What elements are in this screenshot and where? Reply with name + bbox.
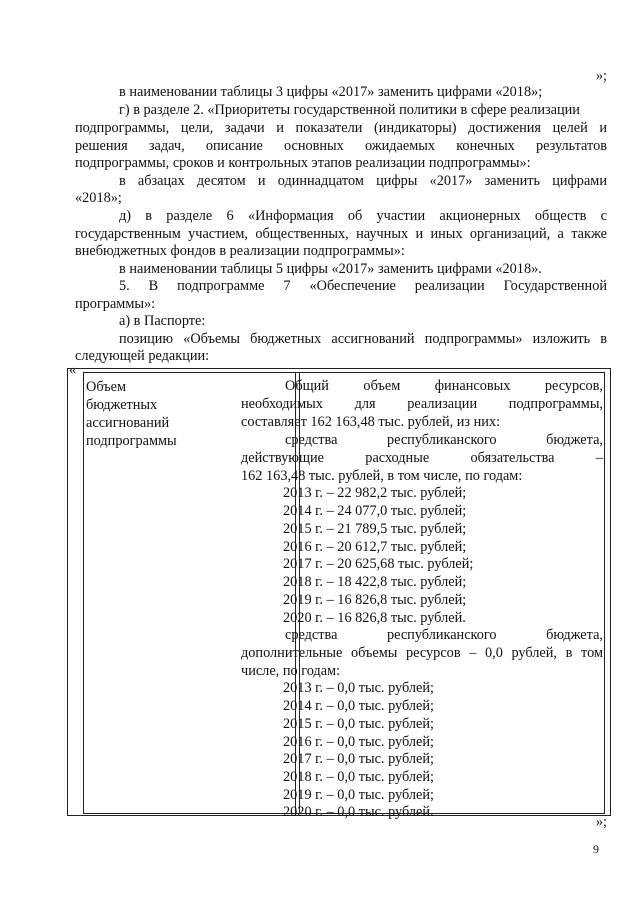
paragraph-line: «2018»; (75, 190, 122, 206)
table-content-line: средства республиканского бюджета, (285, 627, 603, 643)
opening-quote: « (69, 362, 77, 378)
table-year-line: 2018 г. – 0,0 тыс. рублей; (283, 769, 435, 785)
table-year-line: 2020 г. – 16 826,8 тыс. рублей. (283, 610, 466, 626)
table-year-line: 2019 г. – 0,0 тыс. рублей; (283, 787, 435, 803)
table-year-line: 2016 г. – 20 612,7 тыс. рублей; (283, 539, 467, 555)
table-year-line: 2020 г. – 0,0 тыс. рублей. (283, 804, 434, 820)
table-year-line: 2014 г. – 0,0 тыс. рублей; (283, 698, 435, 714)
paragraph-line: подпрограммы, цели, задачи и показатели (индикаторы) достижения целей и (75, 120, 607, 136)
paragraph-line: д) в разделе 6 «Информация об участии акционерных обществ с (119, 208, 607, 224)
table-content-line: средства республиканского бюджета, (285, 432, 603, 448)
table-year-line: 2017 г. – 0,0 тыс. рублей; (283, 751, 435, 767)
table-label-line: ассигнований (86, 415, 170, 431)
table-year-line: 2018 г. – 18 422,8 тыс. рублей; (283, 574, 467, 590)
paragraph-line: решения задач, описание основных ожидаемых конечных результатов (75, 138, 607, 154)
paragraph-line: следующей редакции: (75, 348, 210, 364)
table-content-line: необходимых для реализации подпрограммы, (241, 396, 603, 412)
closing-quote-bottom: »; (595, 814, 607, 830)
paragraph-line: а) в Паспорте: (119, 313, 206, 329)
table-content-line: действующие расходные обязательства – (241, 450, 603, 466)
paragraph-line: подпрограммы, сроков и контрольных этапов реализации подпрограммы»: (75, 155, 531, 171)
page-number: 9 (593, 842, 599, 856)
table-label-line: Объем (86, 379, 127, 395)
table-label-line: подпрограммы (86, 433, 177, 449)
paragraph-line: государственным участием, общественных, научных и иных организаций, а также (75, 226, 607, 242)
table-year-line: 2013 г. – 22 982,2 тыс. рублей; (283, 485, 467, 501)
table-year-line: 2014 г. – 24 077,0 тыс. рублей; (283, 503, 467, 519)
paragraph-line: внебюджетных фондов в реализации подпрограммы»: (75, 243, 405, 259)
closing-quote-top: »; (595, 68, 607, 84)
table-content-line: составляет 162 163,48 тыс. рублей, из них: (241, 414, 501, 430)
paragraph-line: в абзацах десятом и одиннадцатом цифры «2017» заменить цифрами (119, 173, 607, 189)
paragraph-line: в наименовании таблицы 3 цифры «2017» заменить цифрами «2018»; (119, 84, 543, 100)
table-year-line: 2015 г. – 0,0 тыс. рублей; (283, 716, 435, 732)
paragraph-line: г) в разделе 2. «Приоритеты государственной политики в сфере реализации (119, 102, 580, 118)
table-label-line: бюджетных (86, 397, 158, 413)
paragraph-line: 5. В подпрограмме 7 «Обеспечение реализации Государственной (119, 278, 607, 294)
table-content-line: Общий объем финансовых ресурсов, (285, 378, 603, 394)
table-year-line: 2013 г. – 0,0 тыс. рублей; (283, 680, 435, 696)
table-content-line: 162 163,48 тыс. рублей, в том числе, по годам: (241, 468, 523, 484)
paragraph-line: программы»: (75, 296, 156, 312)
paragraph-line: в наименовании таблицы 5 цифры «2017» заменить цифрами «2018». (119, 261, 542, 277)
table-year-line: 2015 г. – 21 789,5 тыс. рублей; (283, 521, 467, 537)
table-year-line: 2019 г. – 16 826,8 тыс. рублей; (283, 592, 467, 608)
table-content-line: дополнительные объемы ресурсов – 0,0 рублей, в том (241, 645, 603, 661)
table-content-line: числе, по годам: (241, 663, 341, 679)
table-year-line: 2017 г. – 20 625,68 тыс. рублей; (283, 556, 474, 572)
table-year-line: 2016 г. – 0,0 тыс. рублей; (283, 734, 435, 750)
paragraph-line: позицию «Объемы бюджетных ассигнований подпрограммы» изложить в (119, 331, 607, 347)
